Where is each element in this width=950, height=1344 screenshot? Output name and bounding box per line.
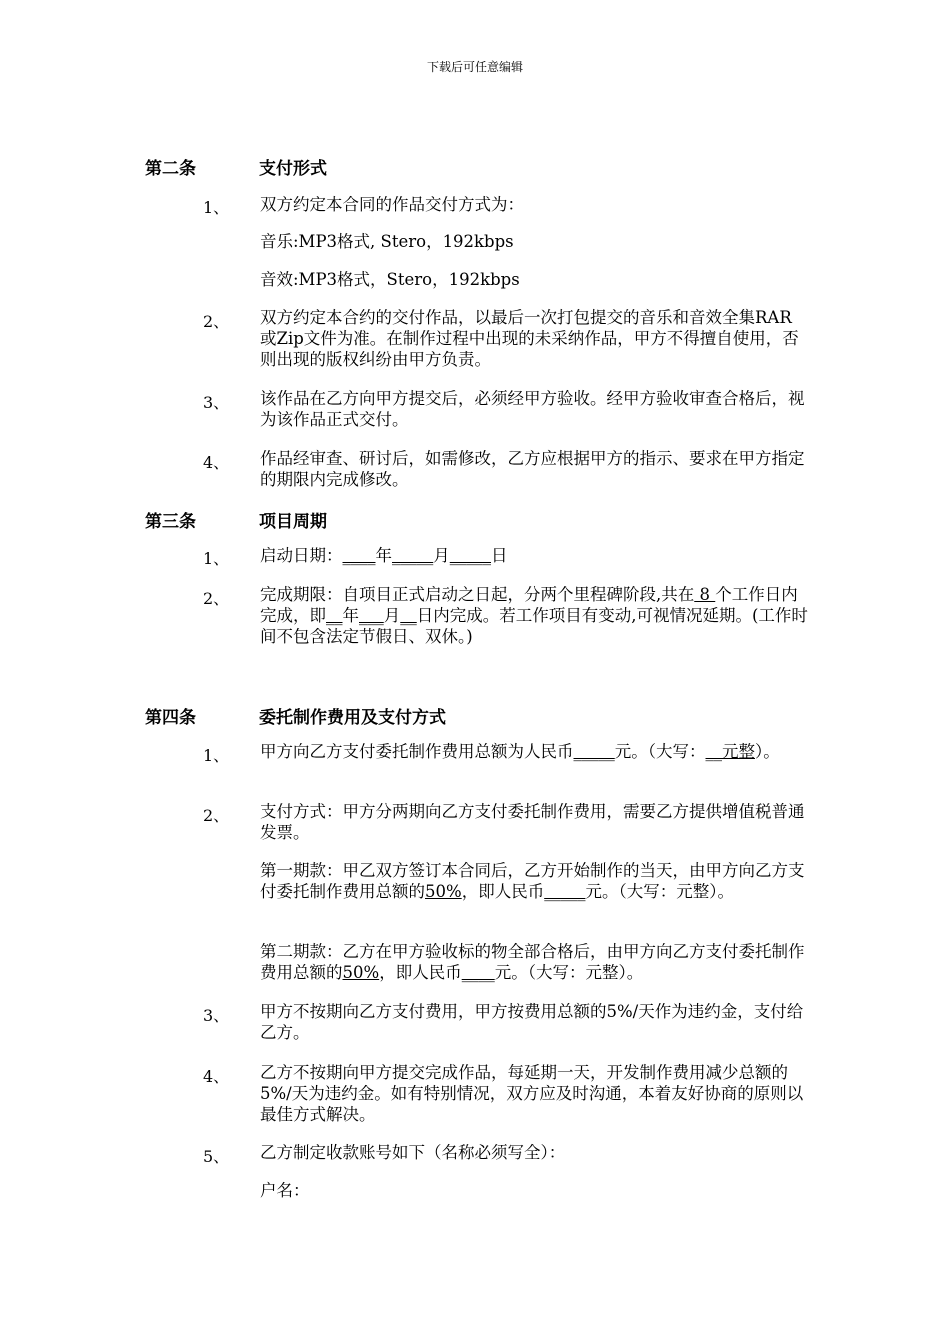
item-number: 2、 (203, 589, 230, 608)
first-payment (260, 860, 808, 902)
item-number: 2、 (203, 312, 230, 331)
year-blank: __ (326, 606, 343, 625)
payment-text: ，即人民币 (379, 963, 462, 982)
fee-text: ）。 (755, 742, 780, 761)
month-blank: ___ (359, 606, 384, 625)
workdays-value: 8 (694, 585, 716, 604)
payment-text: ，即人民币 (461, 882, 545, 901)
start-date-line (260, 545, 808, 566)
item-number: 3、 (203, 393, 230, 412)
year-unit: 年 (342, 606, 359, 625)
article-number: 第二条 (145, 159, 196, 179)
music-format: 音乐:MP3格式, Stero，192kbps (260, 232, 514, 251)
month-unit: 月 (383, 606, 401, 625)
article-3-heading (145, 507, 327, 532)
year-blank: ____ (342, 546, 376, 565)
clause-text: 乙方不按期向甲方提交完成作品，每延期一天，开发制作费用减少总额的5%/天为违约金。如有特别情况，双方应及时沟通，本着友好协商的原则以最佳方式解决。 (260, 1063, 804, 1124)
item-number: 1、 (203, 198, 230, 217)
fee-total-clause (260, 741, 808, 762)
clause-text: 乙方制定收款账号如下（名称必须写全）： (260, 1143, 566, 1162)
day-unit: 日 (491, 546, 508, 565)
article-number: 第三条 (145, 512, 196, 532)
clause-text: 作品经审查、研讨后，如需修改，乙方应根据甲方的指示、要求在甲方指定的期限内完成修改。 (260, 449, 805, 489)
payment-text: 元。（大写：元整）。 (585, 882, 734, 901)
month-blank: _____ (392, 546, 434, 565)
amount-blank: _____ (544, 882, 586, 901)
article-title: 支付形式 (259, 159, 327, 179)
page-header: 下载后可任意编辑 (426, 60, 523, 74)
payment-text: 第二期款：乙方在甲方验收标的物全部合格后，由甲方向乙方支付委托制作费用总额的 (260, 942, 805, 982)
fee-text: 元。（大写： (614, 742, 706, 761)
deadline-clause (260, 584, 808, 647)
amount-blank: ____ (461, 963, 495, 982)
item-number: 4、 (203, 453, 230, 472)
clause-text: 甲方不按期向乙方支付费用，甲方按费用总额的5%/天作为违约金，支付给乙方。 (260, 1002, 804, 1042)
article-2-heading (145, 154, 327, 179)
payment-text: 元。（大写：元整）。 (494, 963, 644, 982)
month-unit: 月 (433, 546, 450, 565)
article-title: 委托制作费用及支付方式 (259, 708, 446, 728)
start-date-label: 启动日期： (260, 546, 343, 565)
payment-percent: 50% (342, 963, 380, 982)
article-4-heading (145, 703, 446, 728)
day-blank: __ (400, 606, 417, 625)
deadline-text: 个工作日内完成，即 (260, 585, 798, 625)
deadline-text: 完成期限：自项目正式启动之日起，分两个里程碑阶段,共在 (260, 585, 695, 604)
second-payment (260, 941, 808, 983)
item-number: 5、 (203, 1147, 230, 1166)
year-unit: 年 (375, 546, 392, 565)
article-number: 第四条 (145, 708, 196, 728)
item-number: 1、 (203, 549, 230, 568)
clause-text: 双方约定本合同的作品交付方式为： (260, 195, 524, 214)
item-number: 3、 (203, 1006, 230, 1025)
clause-text: 双方约定本合约的交付作品，以最后一次打包提交的音乐和音效全集RAR或Zip文件为准。在制作过程中出现的未采纳作品，甲方不得擅自使用，否则出现的版权纠纷由甲方负责。 (260, 308, 799, 369)
day-blank: _____ (449, 546, 491, 565)
sfx-format: 音效:MP3格式，Stero，192kbps (260, 270, 520, 289)
fee-text: 甲方向乙方支付委托制作费用总额为人民币 (260, 742, 574, 761)
deadline-text: 日内完成。若工作项目有变动,可视情况延期。(工作时间不包含法定节假日、双休。) (260, 606, 808, 646)
amount-words-blank: __元整 (705, 742, 755, 761)
amount-blank: _____ (573, 742, 615, 761)
payment-text: 第一期款：甲乙双方签订本合同后，乙方开始制作的当天，由甲方向乙方支付委托制作费用总额的 (260, 861, 805, 901)
item-number: 4、 (203, 1067, 230, 1086)
payment-percent: 50% (425, 882, 462, 901)
article-title: 项目周期 (259, 512, 327, 532)
account-name-label: 户名： (260, 1181, 310, 1200)
item-number: 1、 (203, 746, 230, 765)
clause-text: 该作品在乙方向甲方提交后，必须经甲方验收。经甲方验收审查合格后，视为该作品正式交付。 (260, 389, 805, 429)
item-number: 2、 (203, 806, 230, 825)
clause-text: 支付方式：甲方分两期向乙方支付委托制作费用，需要乙方提供增值税普通发票。 (260, 802, 805, 842)
